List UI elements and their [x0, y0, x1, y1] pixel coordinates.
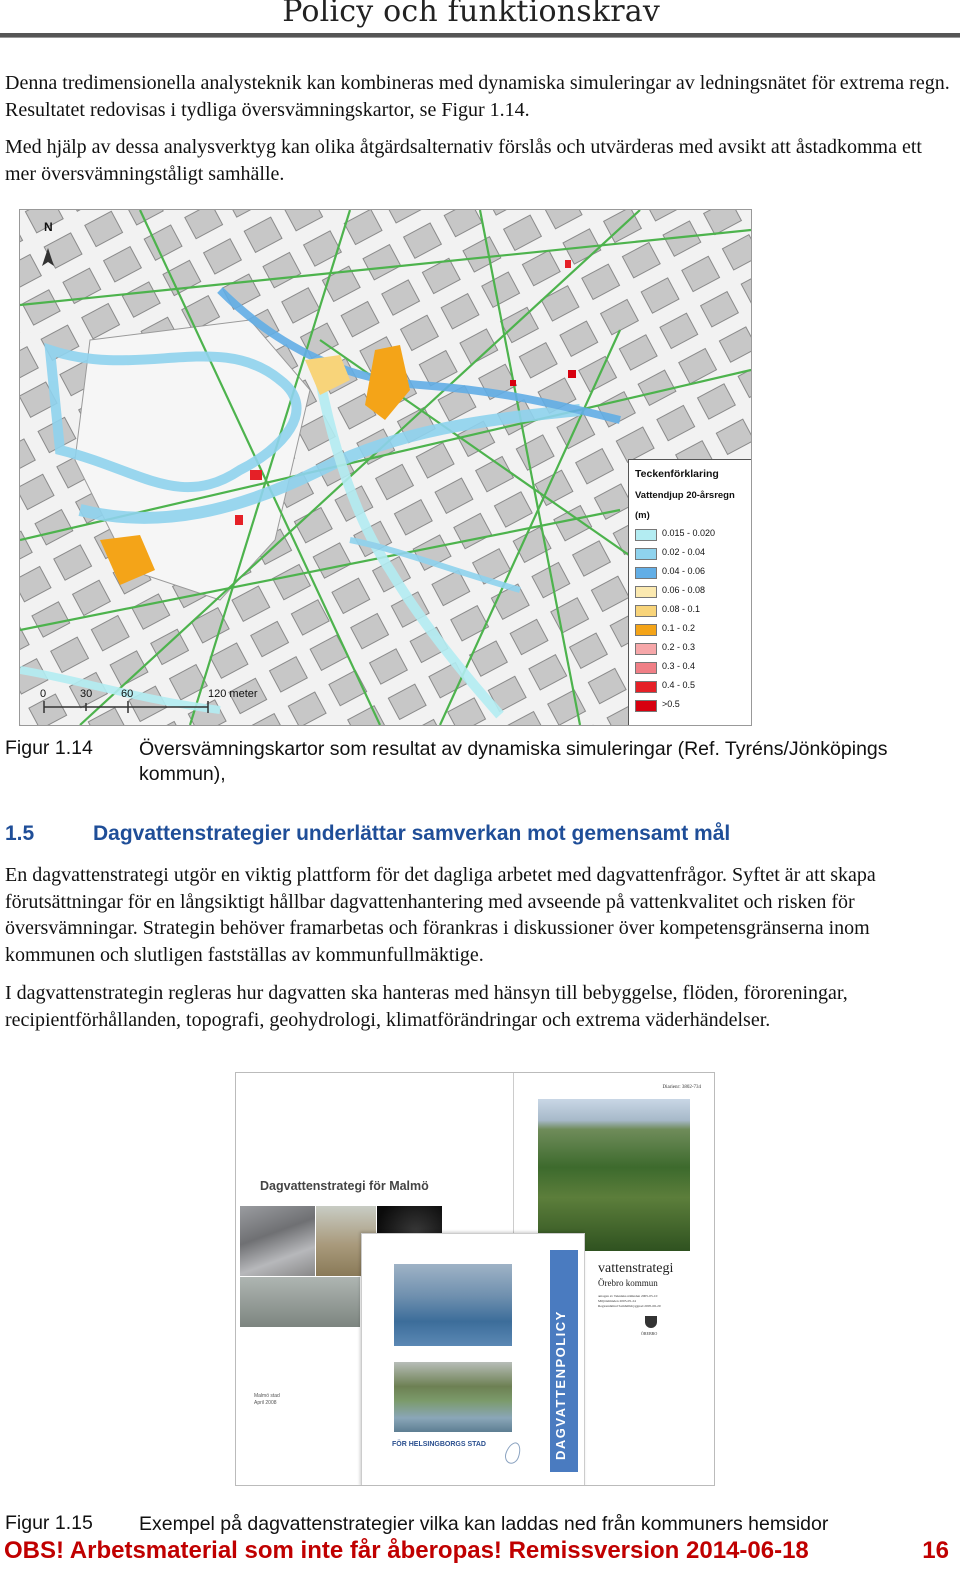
- legend-label: >0.5: [662, 699, 680, 709]
- scale-label-30: 30: [80, 688, 93, 700]
- legend-label: 0.015 - 0.020: [662, 528, 716, 538]
- page-header-title: Policy och funktionskrav: [282, 0, 660, 29]
- legend-subtitle: Vattendjup 20-årsregn: [635, 490, 735, 501]
- orebro-cover-small-1: antagen av Tekniska nämnden 2005-05-10: [598, 1294, 658, 1298]
- helsingborg-lake-photo: [394, 1362, 512, 1432]
- legend-label: 0.2 - 0.3: [662, 642, 696, 652]
- droplet-icon: [503, 1440, 524, 1465]
- figure-1-15-caption: [5, 1512, 950, 1537]
- orebro-cover-small-2: Miljönämnden 2005-05-24: [598, 1299, 636, 1303]
- legend-swatch: [635, 662, 657, 674]
- figure-1-14-text: Översvämningskartor som resultat av dynamiska simuleringar (Ref. Tyréns/Jönköpings kommun),: [139, 738, 888, 785]
- orebro-aerial-photo: [538, 1099, 690, 1251]
- orebro-cover-small-3: Regionnämnd Samhällsbyggnad 2005-06-20: [598, 1304, 661, 1308]
- body-paragraph-1: En dagvattenstrategi utgör en viktig plattform för det dagliga arbetet med dagvattenfrågor. Syftet är att skapa förutsättningar för en långsiktigt hållbar dagvattenhantering med avseende på vattenkvalitet och risken för översvämningar. Strategin behöver framarbetas och förankras i diskussioner över kompetensgränserna inom kommunen och slutligen fastställas av kommunfullmäktige.: [5, 864, 876, 966]
- intro-paragraph-1: Denna tredimensionella analysteknik kan kombineras med dynamiska simuleringar av ledningsnätet för extrema regn. Resultatet redovisas i tydliga översvämningskartor, se Figur 1.14.: [5, 72, 950, 121]
- map-legend: [628, 459, 752, 726]
- page-number: 16: [922, 1537, 949, 1564]
- legend-swatch: [635, 529, 657, 541]
- scale-label-0: 0: [40, 688, 47, 700]
- flood-map: [19, 209, 752, 726]
- scale-label-60: 60: [121, 688, 134, 700]
- helsingborg-cover: [361, 1233, 585, 1486]
- figure-1-15-number: Figur 1.15: [5, 1512, 93, 1534]
- section-title: Dagvattenstrategier underlättar samverkan mot gemensamt mål: [93, 822, 731, 845]
- legend-label: 0.4 - 0.5: [662, 680, 696, 690]
- orebro-diary-number: Diarienr: 3802-734: [662, 1085, 701, 1090]
- malmo-stone-photo: [240, 1206, 315, 1276]
- orebro-city-label: ÖREBRO: [641, 1331, 658, 1336]
- footer-notice: OBS! Arbetsmaterial som inte får åberopas! Remissversion 2014-06-18: [4, 1537, 809, 1564]
- orebro-cover-subtitle: Örebro kommun: [598, 1278, 658, 1288]
- legend-swatch: [635, 567, 657, 579]
- helsingborg-vertical-title: DAGVATTENPOLICY: [553, 1310, 568, 1460]
- body-paragraph-2: I dagvattenstrategin regleras hur dagvatten ska hanteras med hänsyn till bebyggelse, flöden, föroreningar, recipientförhållanden, topografi, geohydrologi, klimatförändringar och extrema väderhändelser.: [5, 982, 848, 1031]
- malmo-cover-footer-2: April 2008: [254, 1400, 277, 1406]
- section-number: 1.5: [5, 822, 35, 845]
- legend-swatch: [635, 624, 657, 636]
- north-label: N: [44, 220, 53, 234]
- legend-swatch: [635, 586, 657, 598]
- malmo-bridge-photo: [240, 1277, 360, 1327]
- strategy-covers-figure: [235, 1072, 715, 1486]
- figure-1-14-number: Figur 1.14: [5, 737, 93, 759]
- legend-label: 0.04 - 0.06: [662, 566, 706, 576]
- helsingborg-blue-band: [550, 1250, 578, 1472]
- orebro-cover-title: vattenstrategi: [598, 1261, 674, 1276]
- legend-label: 0.06 - 0.08: [662, 585, 706, 595]
- legend-unit: (m): [635, 510, 650, 521]
- malmo-cover-title: Dagvattenstrategi för Malmö: [260, 1179, 429, 1193]
- legend-swatch: [635, 605, 657, 617]
- legend-swatch: [635, 548, 657, 560]
- legend-label: 0.3 - 0.4: [662, 661, 696, 671]
- legend-swatch: [635, 643, 657, 655]
- orebro-crest-icon: [645, 1316, 657, 1328]
- scale-label-120: 120 meter: [208, 688, 258, 700]
- legend-label: 0.1 - 0.2: [662, 623, 696, 633]
- legend-swatch: [635, 700, 657, 712]
- legend-label: 0.02 - 0.04: [662, 547, 706, 557]
- page-footer: [4, 1537, 949, 1565]
- legend-swatch: [635, 681, 657, 693]
- malmo-cover-footer-1: Malmö stad: [254, 1393, 280, 1399]
- figure-1-15-text: Exempel på dagvattenstrategier vilka kan laddas ned från kommuners hemsidor: [139, 1513, 829, 1535]
- helsingborg-bridge-photo: [394, 1264, 512, 1346]
- legend-title: Teckenförklaring: [635, 468, 719, 480]
- figure-1-14-caption: [5, 737, 950, 789]
- intro-paragraph-2: Med hjälp av dessa analysverktyg kan olika åtgärdsalternativ förslås och utvärderas med avsikt att åstadkomma ett mer översvämningståligt samhälle.: [5, 136, 922, 185]
- helsingborg-cover-footer: FÖR HELSINGBORGS STAD: [392, 1441, 486, 1448]
- header-rule: [0, 33, 960, 38]
- legend-label: 0.08 - 0.1: [662, 604, 701, 614]
